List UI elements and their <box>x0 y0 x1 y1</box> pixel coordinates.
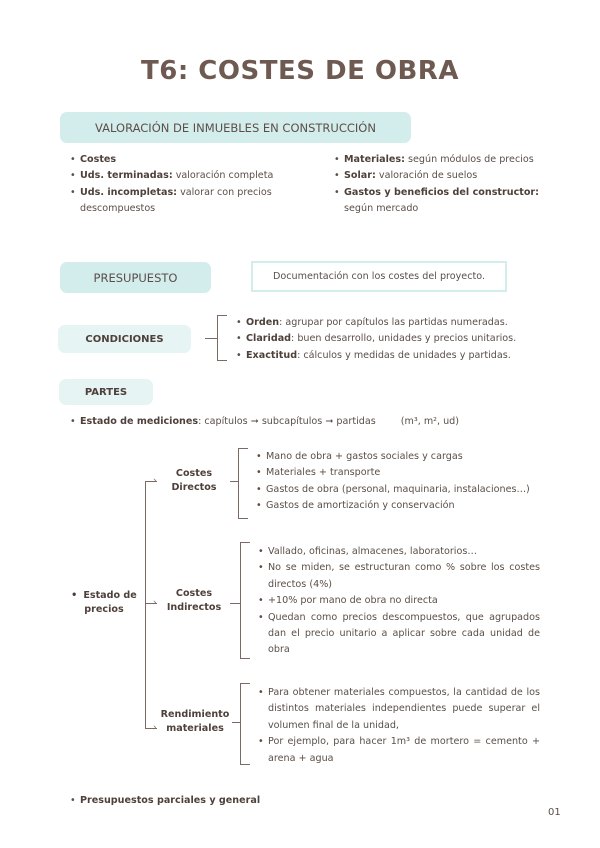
bracket-connector <box>205 338 217 339</box>
presupuesto-definition: Documentación con los costes del proyecto. <box>273 271 485 282</box>
valoracion-left-list <box>70 152 300 218</box>
list-item: • Mano de obra + gastos sociales y cargas <box>256 449 546 465</box>
list-item: • Para obtener materiales compuestos, la cantidad de los distintos materiales independientes puede superar el volumen final de la unidad, <box>258 685 540 734</box>
list-item: • Uds. incompletas: valorar con precios descompuestos <box>70 185 300 218</box>
bracket-tick <box>240 683 250 684</box>
bracket-line <box>240 683 241 765</box>
rendimiento-label: Rendimiento materiales <box>160 709 230 734</box>
partes-label: PARTES <box>84 386 128 398</box>
costes-indirectos-list <box>258 544 540 659</box>
page-number: 01 <box>548 807 561 818</box>
partes-header <box>59 379 153 405</box>
tree-trunk <box>145 481 146 728</box>
arrow-icon: › <box>153 723 157 733</box>
list-item: • Costes <box>70 152 300 168</box>
list-item: • Vallado, oficinas, almacenes, laboratorios… <box>258 544 540 560</box>
mediciones-units: (m³, m², ud) <box>400 416 460 427</box>
bracket-tick <box>240 764 250 765</box>
bracket-connector <box>232 722 240 723</box>
bracket-line <box>240 542 241 659</box>
costes-indirectos-label: Costes Indirectos <box>166 588 222 613</box>
list-item: • Solar: valoración de suelos <box>334 168 539 184</box>
page-title: T6: COSTES DE OBRA <box>141 56 459 86</box>
arrow-icon: › <box>153 598 157 608</box>
valoracion-header <box>60 112 411 143</box>
list-item: • Gastos de amortización y conservación <box>256 498 546 514</box>
valoracion-right-list <box>334 152 539 218</box>
condiciones-label: CONDICIONES <box>85 333 164 345</box>
bracket-tick <box>240 658 250 659</box>
bracket-tick <box>217 360 227 361</box>
list-item: • Orden: agrupar por capítulos las partidas numeradas. <box>236 315 536 331</box>
bracket-connector <box>230 603 240 604</box>
bracket-tick <box>240 542 250 543</box>
list-item: • Materiales: según módulos de precios <box>334 152 539 168</box>
rendimiento-list <box>258 685 540 767</box>
bracket-tick <box>238 448 248 449</box>
bracket-connector <box>230 481 238 482</box>
arrow-icon: › <box>153 476 157 486</box>
valoracion-header-label: VALORACIÓN DE INMUEBLES EN CONSTRUCCIÓN <box>95 120 376 135</box>
costes-directos-list <box>256 449 546 515</box>
list-item: • Claridad: buen desarrollo, unidades y precios unitarios. <box>236 331 536 347</box>
list-item: • Estado de mediciones: capítulos ➞ subcapítulos ➞ partidas (m³, m², ud) <box>70 414 490 430</box>
presupuesto-label: PRESUPUESTO <box>93 270 178 285</box>
bracket-line <box>238 448 239 519</box>
list-item: • Gastos de obra (personal, maquinaria, instalaciones…) <box>256 482 546 498</box>
parciales-list <box>70 793 370 809</box>
list-item: • No se miden, se estructuran como % sobre los costes directos (4%) <box>258 560 540 593</box>
presupuesto-header <box>60 262 211 293</box>
list-item: • Presupuestos parciales y general <box>70 793 370 809</box>
condiciones-list <box>236 315 536 364</box>
bracket-tick <box>217 315 227 316</box>
list-item: • Gastos y beneficios del constructor: según mercado <box>334 185 539 218</box>
condiciones-header <box>58 325 191 353</box>
list-item: • Por ejemplo, para hacer 1m³ de mortero = cemento + arena + agua <box>258 734 540 767</box>
list-item: • Quedan como precios descompuestos, que agrupados dan el precio unitario a aplicar sobre cada unidad de obra <box>258 610 540 659</box>
estado-precios-label: • Estado de precios <box>71 590 137 615</box>
list-item: • Uds. terminadas: valoración completa <box>70 168 300 184</box>
presupuesto-definition-box <box>251 261 507 292</box>
list-item: • +10% por mano de obra no directa <box>258 593 540 609</box>
mediciones-list <box>70 414 490 430</box>
list-item: • Exactitud: cálculos y medidas de unidades y partidas. <box>236 348 536 364</box>
bracket-line <box>217 315 218 361</box>
list-item: • Materiales + transporte <box>256 465 546 481</box>
costes-directos-label: Costes Directos <box>171 468 217 493</box>
bracket-tick <box>238 518 248 519</box>
